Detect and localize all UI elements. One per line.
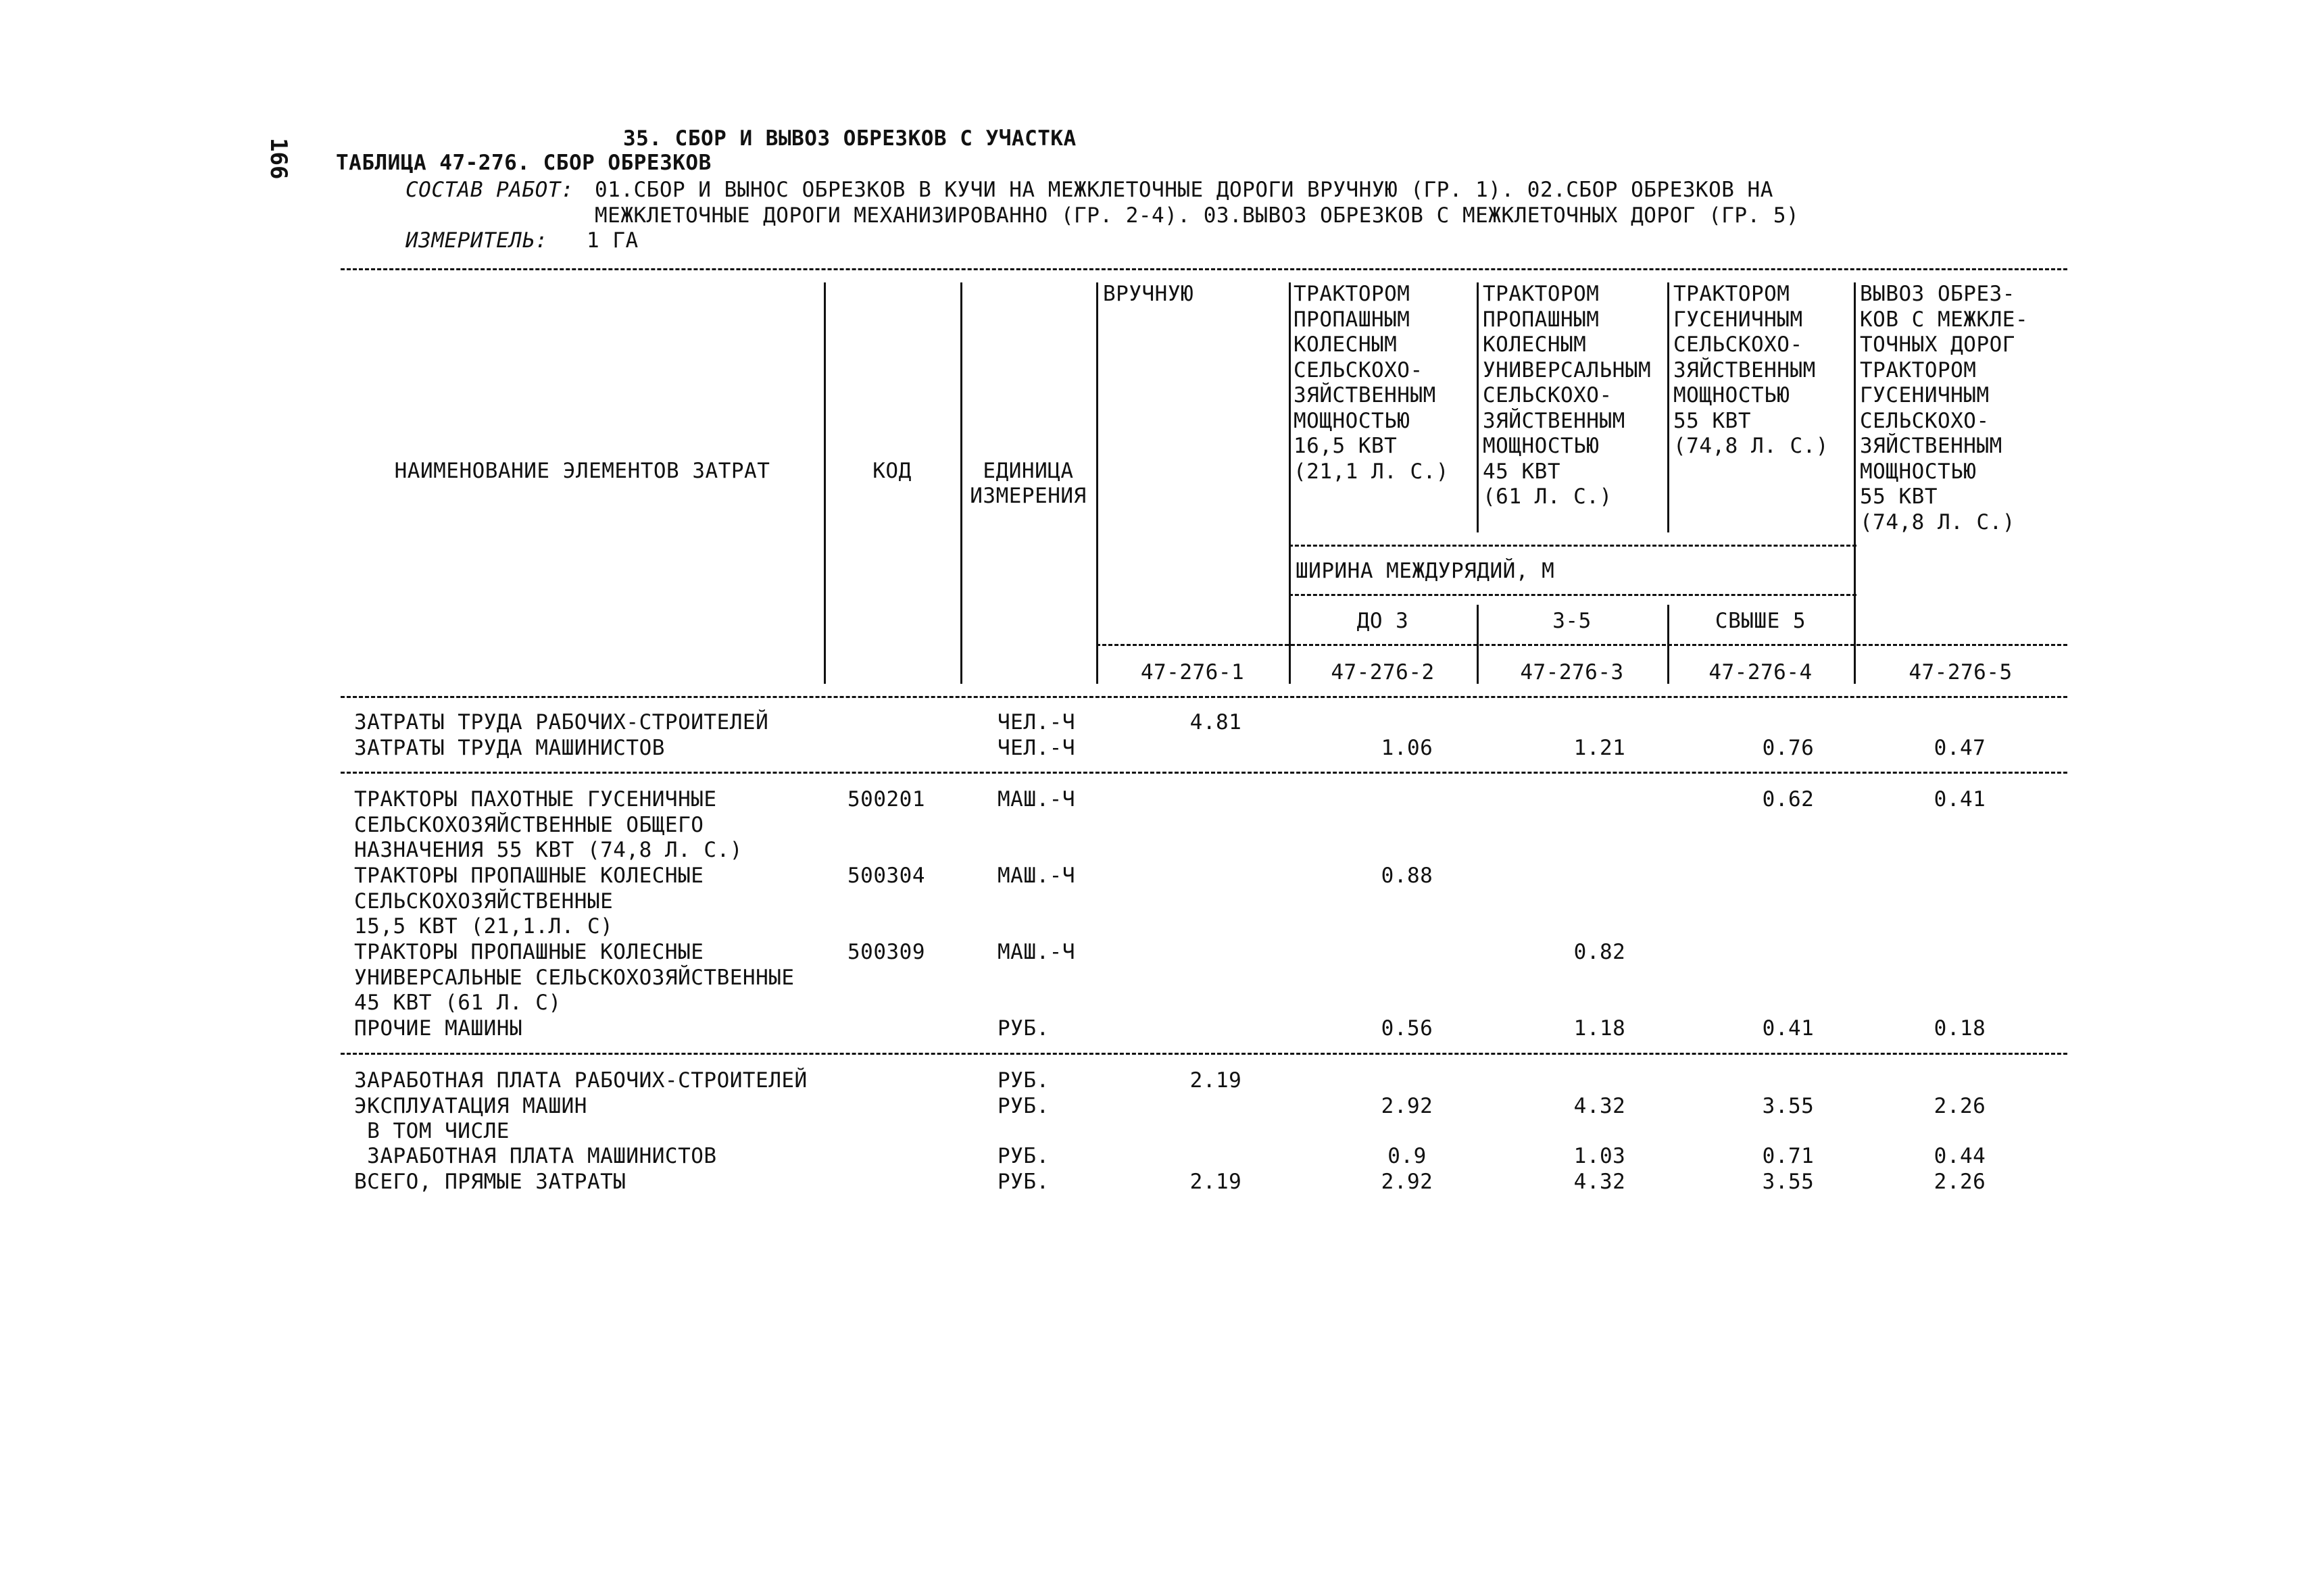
header-col4-line: (74,8 Л. С.) bbox=[1673, 434, 1829, 458]
header-col5-line: МОЩНОСТЬЮ bbox=[1860, 459, 1977, 484]
row-name: СЕЛЬСКОХОЗЯЙСТВЕННЫЕ ОБЩЕГО bbox=[354, 812, 704, 837]
row-value: 4.32 bbox=[1573, 1094, 1626, 1118]
row-code: 500304 bbox=[847, 864, 925, 888]
row-value: 2.19 bbox=[1189, 1068, 1242, 1093]
header-row-spacing: ШИРИНА МЕЖДУРЯДИЙ, М bbox=[1296, 559, 1555, 583]
header-divider-unit bbox=[1096, 282, 1098, 684]
header-spacing-3: СВЫШЕ 5 bbox=[1715, 609, 1806, 633]
header-col5-line: ТОЧНЫХ ДОРОГ bbox=[1860, 332, 2015, 357]
row-code: 500309 bbox=[847, 940, 925, 964]
row-value: 1.06 bbox=[1381, 736, 1433, 760]
row-name: ВСЕГО, ПРЯМЫЕ ЗАТРАТЫ bbox=[354, 1170, 626, 1194]
header-col2-line: СЕЛЬСКОХО- bbox=[1294, 357, 1423, 382]
header-col2-line: ТРАКТОРОМ bbox=[1294, 282, 1410, 306]
header-col3-line: 45 КВТ bbox=[1483, 459, 1560, 484]
work-composition-line-1: 01.СБОР И ВЫНОС ОБРЕЗКОВ В КУЧИ НА МЕЖКЛЕТОЧНЫЕ ДОРОГИ ВРУЧНУЮ (ГР. 1). 02.СБОР ОБРЕЗКОВ НА bbox=[595, 178, 1773, 202]
header-code-1: 47-276-1 bbox=[1140, 660, 1245, 684]
row-value: 2.92 bbox=[1381, 1170, 1433, 1194]
row-name: ЗАРАБОТНАЯ ПЛАТА РАБОЧИХ-СТРОИТЕЛЕЙ bbox=[354, 1068, 808, 1093]
meter-label: ИЗМЕРИТЕЛЬ: bbox=[405, 228, 548, 253]
row-code: 500201 bbox=[847, 787, 925, 812]
header-spacing-1: ДО 3 bbox=[1356, 609, 1409, 633]
header-code-4: 47-276-4 bbox=[1708, 660, 1813, 684]
row-value: 0.41 bbox=[1762, 1016, 1815, 1041]
header-divider-col2-top bbox=[1477, 282, 1479, 532]
header-col3-line: (61 Л. С.) bbox=[1483, 484, 1613, 509]
row-value: 0.9 bbox=[1387, 1144, 1427, 1168]
header-unit-line-2: ИЗМЕРЕНИЯ bbox=[970, 484, 1087, 508]
header-code-5: 47-276-5 bbox=[1909, 660, 2013, 684]
header-col4-line: ГУСЕНИЧНЫМ bbox=[1673, 307, 1803, 332]
header-divider-col3-top bbox=[1667, 282, 1669, 532]
row-value: 2.26 bbox=[1934, 1170, 1986, 1194]
row-value: 0.56 bbox=[1381, 1016, 1433, 1041]
row-value: 3.55 bbox=[1762, 1094, 1815, 1118]
row-value: 4.81 bbox=[1189, 710, 1242, 734]
row-unit: МАШ.-Ч bbox=[998, 787, 1075, 812]
row-name: НАЗНАЧЕНИЯ 55 КВТ (74,8 Л. С.) bbox=[354, 838, 743, 862]
row-value: 0.76 bbox=[1762, 736, 1815, 760]
header-col3-line: ТРАКТОРОМ bbox=[1483, 282, 1600, 306]
work-composition-label: СОСТАВ РАБОТ: bbox=[405, 178, 574, 202]
header-bottom-rule bbox=[341, 696, 2067, 698]
header-col5-line: (74,8 Л. С.) bbox=[1860, 509, 2015, 534]
row-unit: ЧЕЛ.-Ч bbox=[998, 736, 1075, 760]
row-name: 15,5 КВТ (21,1.Л. С) bbox=[354, 914, 614, 939]
header-rule-codes bbox=[1096, 644, 2067, 646]
row-name: ТРАКТОРЫ ПРОПАШНЫЕ КОЛЕСНЫЕ bbox=[354, 940, 704, 964]
header-spacing-2: 3-5 bbox=[1552, 609, 1592, 633]
row-name: УНИВЕРСАЛЬНЫЕ СЕЛЬСКОХОЗЯЙСТВЕННЫЕ bbox=[354, 965, 795, 990]
row-name: ТРАКТОРЫ ПАХОТНЫЕ ГУСЕНИЧНЫЕ bbox=[354, 787, 717, 812]
row-name: ЗАТРАТЫ ТРУДА МАШИНИСТОВ bbox=[354, 736, 665, 760]
row-unit: РУБ. bbox=[998, 1144, 1050, 1168]
row-value: 2.92 bbox=[1381, 1094, 1433, 1118]
row-value: 0.47 bbox=[1934, 736, 1986, 760]
row-value: 0.88 bbox=[1381, 864, 1433, 888]
row-value: 0.41 bbox=[1934, 787, 1986, 812]
row-name: ЗАТРАТЫ ТРУДА РАБОЧИХ-СТРОИТЕЛЕЙ bbox=[354, 710, 769, 734]
page-number: 166 bbox=[265, 138, 292, 180]
header-rule-spacing-bottom bbox=[1289, 594, 1856, 596]
row-name: ПРОЧИЕ МАШИНЫ bbox=[354, 1016, 523, 1041]
header-col5-line: 55 КВТ bbox=[1860, 484, 1938, 509]
header-divider-col4 bbox=[1854, 282, 1856, 684]
row-value: 2.19 bbox=[1189, 1170, 1242, 1194]
meter-value: 1 ГА bbox=[587, 228, 639, 253]
row-value: 4.32 bbox=[1573, 1170, 1626, 1194]
header-col3-line: ЗЯЙСТВЕННЫМ bbox=[1483, 408, 1625, 433]
row-name: ТРАКТОРЫ ПРОПАШНЫЕ КОЛЕСНЫЕ bbox=[354, 864, 704, 888]
table-title: ТАБЛИЦА 47-276. СБОР ОБРЕЗКОВ bbox=[336, 151, 712, 175]
header-col5-line: ГУСЕНИЧНЫМ bbox=[1860, 383, 1990, 407]
row-unit: МАШ.-Ч bbox=[998, 940, 1075, 964]
header-divider-name bbox=[824, 282, 826, 684]
header-col4-line: 55 КВТ bbox=[1673, 408, 1751, 433]
work-composition-line-2: МЕЖКЛЕТОЧНЫЕ ДОРОГИ МЕХАНИЗИРОВАННО (ГР. 2-4). 03.ВЫВОЗ ОБРЕЗКОВ С МЕЖКЛЕТОЧНЫХ ДОРОГ (ГР. 5) bbox=[595, 203, 1800, 228]
header-col2-line: 16,5 КВТ bbox=[1294, 434, 1398, 458]
header-col4-line: ТРАКТОРОМ bbox=[1673, 282, 1790, 306]
header-col2-line: ЗЯЙСТВЕННЫМ bbox=[1294, 383, 1436, 407]
header-col5-line: ЗЯЙСТВЕННЫМ bbox=[1860, 434, 2002, 458]
header-col3-line: КОЛЕСНЫМ bbox=[1483, 332, 1587, 357]
row-value: 0.44 bbox=[1934, 1144, 1986, 1168]
header-name: НАИМЕНОВАНИЕ ЭЛЕМЕНТОВ ЗАТРАТ bbox=[394, 459, 770, 483]
header-col2-line: (21,1 Л. С.) bbox=[1294, 459, 1449, 484]
row-value: 2.26 bbox=[1934, 1094, 1986, 1118]
header-col3-line: УНИВЕРСАЛЬНЫМ bbox=[1483, 357, 1652, 382]
row-name: В ТОМ ЧИСЛЕ bbox=[354, 1119, 510, 1143]
row-unit: РУБ. bbox=[998, 1094, 1050, 1118]
header-rule-spacing-top bbox=[1289, 545, 1856, 547]
row-value: 0.71 bbox=[1762, 1144, 1815, 1168]
row-name: ЭКСПЛУАТАЦИЯ МАШИН bbox=[354, 1094, 587, 1118]
row-value: 3.55 bbox=[1762, 1170, 1815, 1194]
header-col5-line: ТРАКТОРОМ bbox=[1860, 357, 1977, 382]
header-col4-line: МОЩНОСТЬЮ bbox=[1673, 383, 1790, 407]
header-col3-line: МОЩНОСТЬЮ bbox=[1483, 434, 1600, 458]
header-col3-line: СЕЛЬСКОХО- bbox=[1483, 383, 1613, 407]
header-col2-line: КОЛЕСНЫМ bbox=[1294, 332, 1398, 357]
header-code-3: 47-276-3 bbox=[1520, 660, 1624, 684]
row-value: 0.18 bbox=[1934, 1016, 1986, 1041]
row-name: СЕЛЬСКОХОЗЯЙСТВЕННЫЕ bbox=[354, 889, 614, 914]
table-top-rule bbox=[341, 268, 2067, 270]
row-value: 1.21 bbox=[1573, 736, 1626, 760]
section-title: 35. СБОР И ВЫВОЗ ОБРЕЗКОВ С УЧАСТКА bbox=[623, 126, 1077, 151]
row-name: ЗАРАБОТНАЯ ПЛАТА МАШИНИСТОВ bbox=[354, 1144, 717, 1168]
header-unit-line-1: ЕДИНИЦА bbox=[983, 459, 1074, 483]
header-col1: ВРУЧНУЮ bbox=[1103, 282, 1194, 306]
header-col5-line: КОВ С МЕЖКЛЕ- bbox=[1860, 307, 2029, 332]
header-code-2: 47-276-2 bbox=[1331, 660, 1435, 684]
row-value: 1.18 bbox=[1573, 1016, 1626, 1041]
row-unit: ЧЕЛ.-Ч bbox=[998, 710, 1075, 734]
row-unit: РУБ. bbox=[998, 1170, 1050, 1194]
header-code: КОД bbox=[872, 459, 912, 483]
section-rule-1 bbox=[341, 772, 2067, 774]
row-unit: РУБ. bbox=[998, 1068, 1050, 1093]
row-value: 1.03 bbox=[1573, 1144, 1626, 1168]
header-col5-line: ВЫВОЗ ОБРЕЗ- bbox=[1860, 282, 2015, 306]
row-unit: МАШ.-Ч bbox=[998, 864, 1075, 888]
header-col2-line: ПРОПАШНЫМ bbox=[1294, 307, 1410, 332]
header-col2-line: МОЩНОСТЬЮ bbox=[1294, 408, 1410, 433]
header-col4-line: ЗЯЙСТВЕННЫМ bbox=[1673, 357, 1816, 382]
header-col4-line: СЕЛЬСКОХО- bbox=[1673, 332, 1803, 357]
row-name: 45 КВТ (61 Л. С) bbox=[354, 991, 562, 1015]
header-divider-code bbox=[960, 282, 962, 684]
row-value: 0.62 bbox=[1762, 787, 1815, 812]
header-col3-line: ПРОПАШНЫМ bbox=[1483, 307, 1600, 332]
row-value: 0.82 bbox=[1573, 940, 1626, 964]
row-unit: РУБ. bbox=[998, 1016, 1050, 1041]
header-col5-line: СЕЛЬСКОХО- bbox=[1860, 408, 1990, 433]
section-rule-2 bbox=[341, 1053, 2067, 1055]
